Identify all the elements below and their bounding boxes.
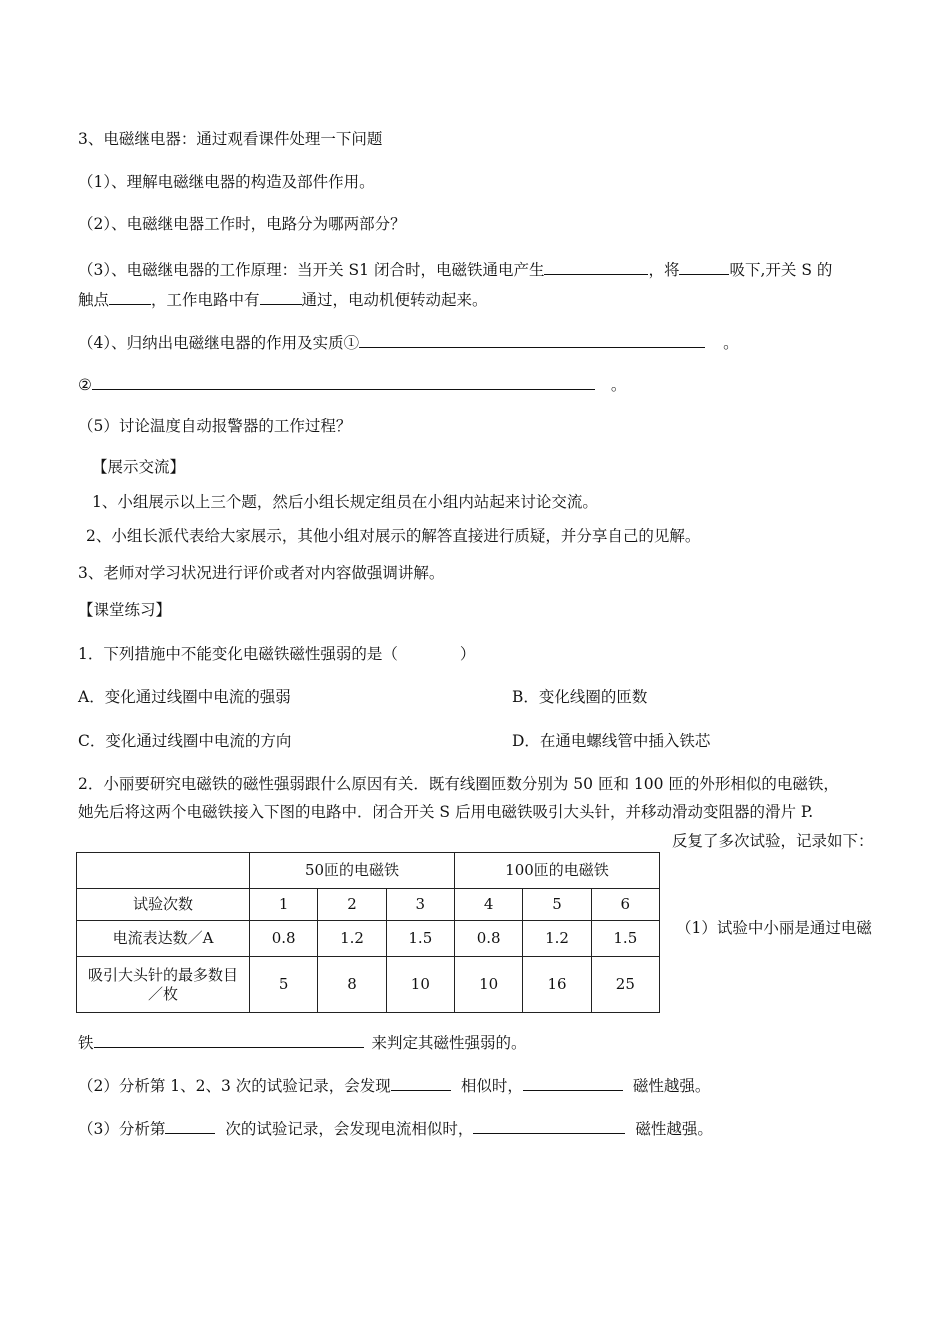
question-part: 磁性越强。 <box>635 1120 713 1138</box>
table-cell: 5 <box>523 889 591 921</box>
question-part: 。 <box>723 334 739 352</box>
question-part: 次的试验记录，会发现电流相似时， <box>225 1120 474 1138</box>
row-label: 电流表达数／A <box>77 921 250 957</box>
question-text: 她先后将这两个电磁铁接入下图的电路中．闭合开关 S 后用电磁铁吸引大头针，并移动滑动变阻器的滑片 P. <box>78 803 814 821</box>
table-cell: 6 <box>591 889 659 921</box>
row-label <box>77 957 250 1013</box>
table-cell: 8 <box>318 957 386 1013</box>
table-cell: 0.8 <box>250 921 318 957</box>
question-text <box>78 1031 527 1053</box>
answer-blank[interactable] <box>523 1074 623 1091</box>
answer-blank[interactable] <box>473 1117 625 1134</box>
question-text: 2．小丽要研究电磁铁的磁性强弱跟什么原因有关．既有线圈匝数分别为 50 匝和 100 匝的外形相似的电磁铁， <box>78 775 839 793</box>
table-cell: 1.2 <box>318 921 386 957</box>
question-part: 来判定其磁性强弱的。 <box>371 1034 527 1052</box>
question-text: 反复了多次试验，记录如下： <box>672 832 874 850</box>
list-item: 1、小组展示以上三个题，然后小组长规定组员在小组内站起来讨论交流。 <box>92 493 598 511</box>
question-text <box>78 373 626 395</box>
list-item: 3、老师对学习状况进行评价或者对内容做强调讲解。 <box>78 564 445 582</box>
table-header: 50匝的电磁铁 <box>250 853 455 889</box>
option-c: C．变化通过线圈中电流的方向 <box>78 732 292 750</box>
question-text: （5）讨论温度自动报警器的工作过程？ <box>78 417 352 435</box>
row-label: 试验次数 <box>77 889 250 921</box>
table-cell: 1.5 <box>386 921 454 957</box>
question-text <box>78 1074 710 1096</box>
table-cell: 1.5 <box>591 921 659 957</box>
table-cell: 5 <box>250 957 318 1013</box>
row-label-line: ／枚 <box>147 984 178 1003</box>
question-part: （4）、归纳出电磁继电器的作用及实质① <box>78 334 360 352</box>
question-part: 通过，电动机便转动起来。 <box>301 291 488 309</box>
question-text <box>78 288 488 310</box>
section-heading: 【展示交流】 <box>92 458 186 476</box>
answer-blank[interactable] <box>92 373 595 390</box>
section-title: 3、电磁继电器：通过观看课件处理一下问题 <box>78 130 383 148</box>
question-text <box>78 1117 713 1139</box>
table-cell: 25 <box>591 957 659 1013</box>
question-part: 吸下,开关 S 的 <box>729 261 833 279</box>
table-cell: 4 <box>455 889 523 921</box>
experiment-table <box>76 852 660 1013</box>
table-cell: 3 <box>386 889 454 921</box>
answer-blank[interactable] <box>165 1117 215 1134</box>
answer-blank[interactable] <box>260 288 302 305</box>
answer-blank[interactable] <box>109 288 151 305</box>
option-b: B．变化线圈的匝数 <box>512 688 648 706</box>
option-d: D．在通电螺线管中插入铁芯 <box>512 732 711 750</box>
question-part: 磁性越强。 <box>632 1077 711 1095</box>
question-part: ② <box>78 376 92 394</box>
question-part: （2）分析第 1、2、3 次的试验记录，会发现 <box>78 1077 391 1095</box>
table-corner-cell <box>77 853 250 889</box>
table-cell: 2 <box>318 889 386 921</box>
answer-blank[interactable] <box>391 1074 451 1091</box>
table-cell: 10 <box>386 957 454 1013</box>
question-part: （3）分析第 <box>78 1120 166 1138</box>
list-item: 2、小组长派代表给大家展示，其他小组对展示的解答直接进行质疑，并分享自己的见解。 <box>86 527 701 545</box>
question-part: ，将 <box>648 261 680 279</box>
answer-blank[interactable] <box>544 258 648 275</box>
table-cell: 16 <box>523 957 591 1013</box>
table-cell: 1.2 <box>523 921 591 957</box>
question-text: （1）、理解电磁继电器的构造及部件作用。 <box>78 173 375 191</box>
answer-blank[interactable] <box>94 1031 364 1048</box>
question-text: （1）试验中小丽是通过电磁 <box>676 919 872 937</box>
question-text: 1．下列措施中不能变化电磁铁磁性强弱的是（ ） <box>78 645 476 663</box>
table-header: 100匝的电磁铁 <box>455 853 660 889</box>
question-part: 铁 <box>78 1034 94 1052</box>
answer-blank[interactable] <box>359 331 705 348</box>
table-cell: 1 <box>250 889 318 921</box>
section-heading: 【课堂练习】 <box>78 601 172 619</box>
question-part: （3）、电磁继电器的工作原理：当开关 S1 闭合时，电磁铁通电产生 <box>78 261 545 279</box>
question-text <box>78 258 832 280</box>
table-cell: 0.8 <box>455 921 523 957</box>
answer-blank[interactable] <box>679 258 729 275</box>
question-part: 相似时， <box>460 1077 523 1095</box>
row-label-line: 吸引大头针的最多数目 <box>87 965 238 984</box>
question-text: （2）、电磁继电器工作时，电路分为哪两部分？ <box>78 215 406 233</box>
question-part: ，工作电路中有 <box>151 291 260 309</box>
table-cell: 10 <box>455 957 523 1013</box>
question-text <box>78 331 739 353</box>
question-part: 。 <box>610 376 627 394</box>
question-part: 触点 <box>78 291 110 309</box>
option-a: A．变化通过线圈中电流的强弱 <box>78 688 291 706</box>
